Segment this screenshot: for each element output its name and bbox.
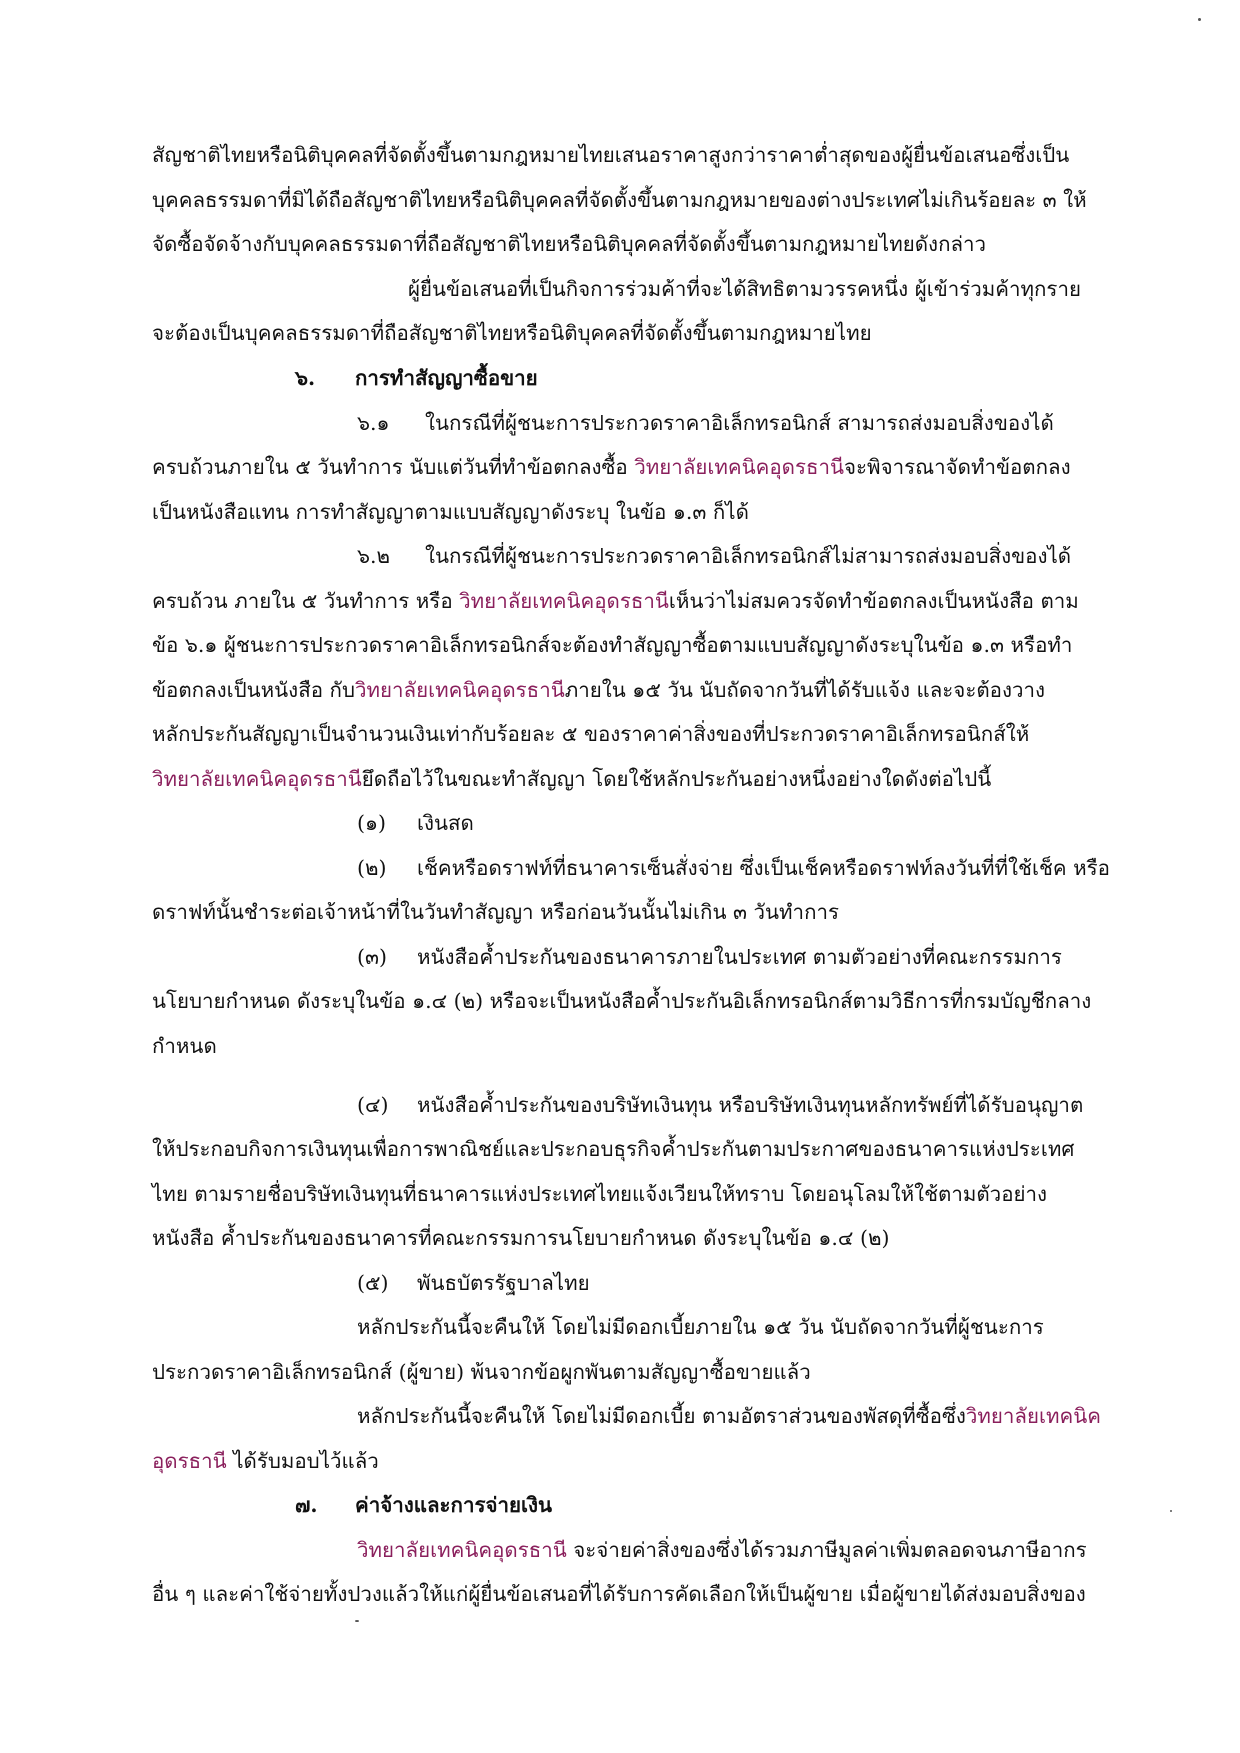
body-line bbox=[152, 719, 1029, 749]
body-line bbox=[357, 1312, 1044, 1342]
text-segment: ดราฟท์นั้นชำระต่อเจ้าหน้าที่ในวันทำสัญญา หรือก่อนวันนั้นไม่เกิน ๓ วันทำการ bbox=[152, 900, 840, 924]
text-segment: ให้ประกอบกิจการเงินทุนเพื่อการพาณิชย์และประกอบธุรกิจค้ำประกันตามประกาศของธนาคารแห่งประเทศ bbox=[152, 1137, 1075, 1161]
body-line bbox=[408, 274, 1081, 304]
body-line bbox=[152, 586, 1079, 616]
item-number: (๒) bbox=[357, 856, 387, 880]
text-segment: ผู้ยื่นข้อเสนอที่เป็นกิจการร่วมค้าที่จะได้สิทธิตามวรรคหนึ่ง ผู้เข้าร่วมค้าทุกราย bbox=[408, 277, 1081, 301]
text-segment: เช็คหรือดราฟท์ที่ธนาคารเซ็นสั่งจ่าย ซึ่งเป็นเช็คหรือดราฟท์ลงวันที่ที่ใช้เช็ค หรือ bbox=[417, 856, 1110, 880]
section-title: ค่าจ้างและการจ่ายเงิน bbox=[355, 1493, 553, 1517]
section-title: การทำสัญญาซื้อขาย bbox=[355, 366, 538, 390]
text-segment: ภายใน ๑๕ วัน นับถัดจากวันที่ได้รับแจ้ง และจะต้องวาง bbox=[564, 678, 1045, 702]
text-segment: อื่น ๆ และค่าใช้จ่ายทั้งปวงแล้วให้แก่ผู้ยื่นข้อเสนอที่ได้รับการคัดเลือกให้เป็นผู้ขาย เมื่อผู้ขายได้ส่งมอบสิ่งของ bbox=[152, 1582, 1086, 1606]
body-line bbox=[152, 630, 1072, 660]
text-segment: หนังสือ ค้ำประกันของธนาคารที่คณะกรรมการนโยบายกำหนด ดังระบุในข้อ ๑.๔ (๒) bbox=[152, 1226, 890, 1250]
body-line bbox=[152, 229, 986, 259]
body-line bbox=[152, 1179, 1047, 1209]
body-line bbox=[152, 185, 1087, 215]
body-line bbox=[357, 942, 1062, 972]
text-segment: เห็นว่าไม่สมควรจัดทำข้อตกลงเป็นหนังสือ ตาม bbox=[668, 589, 1079, 613]
item-number: (๓) bbox=[357, 945, 388, 969]
text-segment: กำหนด bbox=[152, 1034, 217, 1058]
scan-speck bbox=[1198, 18, 1201, 21]
text-segment: ครบถ้วน ภายใน ๕ วันทำการ หรือ bbox=[152, 589, 460, 613]
body-line bbox=[357, 1535, 1087, 1565]
text-segment: ในกรณีที่ผู้ชนะการประกวดราคาอิเล็กทรอนิกส์ไม่สามารถส่งมอบสิ่งของได้ bbox=[425, 544, 1072, 568]
scan-speck bbox=[355, 1620, 359, 1622]
text-segment: หนังสือค้ำประกันของธนาคารภายในประเทศ ตามตัวอย่างที่คณะกรรมการ bbox=[417, 945, 1062, 969]
body-line bbox=[152, 675, 1045, 705]
body-line bbox=[152, 140, 1069, 170]
text-segment: ครบถ้วนภายใน ๕ วันทำการ นับแต่วันที่ทำข้อตกลงซื้อ bbox=[152, 455, 635, 479]
text-segment: ได้รับมอบไว้แล้ว bbox=[226, 1449, 379, 1473]
text-segment: หลักประกันนี้จะคืนให้ โดยไม่มีดอกเบี้ย ตามอัตราส่วนของพัสดุที่ซื้อซึ่ง bbox=[357, 1404, 966, 1428]
text-segment: หลักประกันนี้จะคืนให้ โดยไม่มีดอกเบี้ยภายใน ๑๕ วัน นับถัดจากวันที่ผู้ชนะการ bbox=[357, 1315, 1044, 1339]
body-line bbox=[357, 1401, 1101, 1431]
body-line bbox=[152, 1223, 889, 1253]
body-line bbox=[152, 1579, 1086, 1609]
body-line bbox=[152, 1357, 811, 1387]
section-heading bbox=[295, 1490, 553, 1520]
body-line bbox=[152, 897, 839, 927]
institution-name: อุดรธานี bbox=[152, 1449, 227, 1473]
text-segment: บุคคลธรรมดาที่มิได้ถือสัญชาติไทยหรือนิติบุคคลที่จัดตั้งขึ้นตามกฎหมายของต่างประเทศไม่เกินร้อยละ ๓ ให้ bbox=[152, 188, 1087, 212]
body-line bbox=[152, 764, 991, 794]
text-segment: สัญชาติไทยหรือนิติบุคคลที่จัดตั้งขึ้นตามกฎหมายไทยเสนอราคาสูงกว่าราคาต่ำสุดของผู้ยื่นข้อเสนอซึ่งเป็น bbox=[152, 143, 1070, 167]
body-line bbox=[357, 408, 1054, 438]
text-segment: ในกรณีที่ผู้ชนะการประกวดราคาอิเล็กทรอนิกส์ สามารถส่งมอบสิ่งของได้ bbox=[425, 411, 1054, 435]
institution-name: วิทยาลัยเทคนิคอุดรธานี bbox=[152, 767, 362, 791]
body-line bbox=[357, 541, 1072, 571]
item-number: (๔) bbox=[357, 1093, 389, 1117]
body-line bbox=[357, 1090, 1084, 1120]
section-number: ๖. bbox=[295, 366, 316, 390]
body-line bbox=[357, 1268, 590, 1298]
text-segment: เป็นหนังสือแทน การทำสัญญาตามแบบสัญญาดังระบุ ในข้อ ๑.๓ ก็ได้ bbox=[152, 500, 749, 524]
text-segment: นโยบายกำหนด ดังระบุในข้อ ๑.๔ (๒) หรือจะเป็นหนังสือค้ำประกันอิเล็กทรอนิกส์ตามวิธีการที่กรมบัญชีกลาง bbox=[152, 989, 1092, 1013]
text-segment: จะพิจารณาจัดทำข้อตกลง bbox=[844, 455, 1071, 479]
text-segment: ยึดถือไว้ในขณะทำสัญญา โดยใช้หลักประกันอย่างหนึ่งอย่างใดดังต่อไปนี้ bbox=[361, 767, 992, 791]
section-number: ๗. bbox=[295, 1493, 318, 1517]
text-segment: พันธบัตรรัฐบาลไทย bbox=[417, 1271, 590, 1295]
body-line bbox=[357, 808, 474, 838]
text-segment: ข้อ ๖.๑ ผู้ชนะการประกวดราคาอิเล็กทรอนิกส์จะต้องทำสัญญาซื้อตามแบบสัญญาดังระบุในข้อ ๑.๓ หรือทำ bbox=[152, 633, 1073, 657]
body-line bbox=[152, 497, 749, 527]
text-segment: จัดซื้อจัดจ้างกับบุคคลธรรมดาที่ถือสัญชาติไทยหรือนิติบุคคลที่จัดตั้งขึ้นตามกฎหมายไทยดังกล่าว bbox=[152, 232, 987, 256]
institution-name: วิทยาลัยเทคนิค bbox=[965, 1404, 1101, 1428]
institution-name: วิทยาลัยเทคนิคอุดรธานี bbox=[634, 455, 845, 479]
text-segment: หลักประกันสัญญาเป็นจำนวนเงินเท่ากับร้อยละ ๕ ของราคาค่าสิ่งของที่ประกวดราคาอิเล็กทรอนิกส์ให้ bbox=[152, 722, 1030, 746]
clause-number: ๖.๑ bbox=[357, 411, 390, 435]
item-number: (๑) bbox=[357, 811, 387, 835]
text-segment: จะจ่ายค่าสิ่งของซึ่งได้รวมภาษีมูลค่าเพิ่มตลอดจนภาษีอากร bbox=[566, 1538, 1087, 1562]
body-line bbox=[357, 853, 1110, 883]
text-segment: หนังสือค้ำประกันของบริษัทเงินทุน หรือบริษัทเงินทุนหลักทรัพย์ที่ได้รับอนุญาต bbox=[417, 1093, 1084, 1117]
text-segment: เงินสด bbox=[417, 811, 474, 835]
institution-name: วิทยาลัยเทคนิคอุดรธานี bbox=[357, 1538, 567, 1562]
body-line bbox=[152, 1446, 379, 1476]
body-line bbox=[152, 452, 1071, 482]
text-segment: ไทย ตามรายชื่อบริษัทเงินทุนที่ธนาคารแห่งประเทศไทยแจ้งเวียนให้ทราบ โดยอนุโลมให้ใช้ตามตัวอย่าง bbox=[152, 1182, 1048, 1206]
text-segment: ประกวดราคาอิเล็กทรอนิกส์ (ผู้ขาย) พ้นจากข้อผูกพันตามสัญญาซื้อขายแล้ว bbox=[152, 1360, 811, 1384]
text-segment: จะต้องเป็นบุคคลธรรมดาที่ถือสัญชาติไทยหรือนิติบุคคลที่จัดตั้งขึ้นตามกฎหมายไทย bbox=[152, 321, 872, 345]
item-number: (๕) bbox=[357, 1271, 389, 1295]
text-segment: ข้อตกลงเป็นหนังสือ กับ bbox=[152, 678, 355, 702]
body-line bbox=[152, 1134, 1074, 1164]
body-line bbox=[152, 318, 872, 348]
clause-number: ๖.๒ bbox=[357, 544, 391, 568]
body-line bbox=[152, 986, 1091, 1016]
body-line bbox=[152, 1031, 217, 1061]
section-heading bbox=[295, 363, 538, 393]
institution-name: วิทยาลัยเทคนิคอุดรธานี bbox=[459, 589, 669, 613]
scan-speck bbox=[1170, 1510, 1172, 1512]
institution-name: วิทยาลัยเทคนิคอุดรธานี bbox=[354, 678, 565, 702]
